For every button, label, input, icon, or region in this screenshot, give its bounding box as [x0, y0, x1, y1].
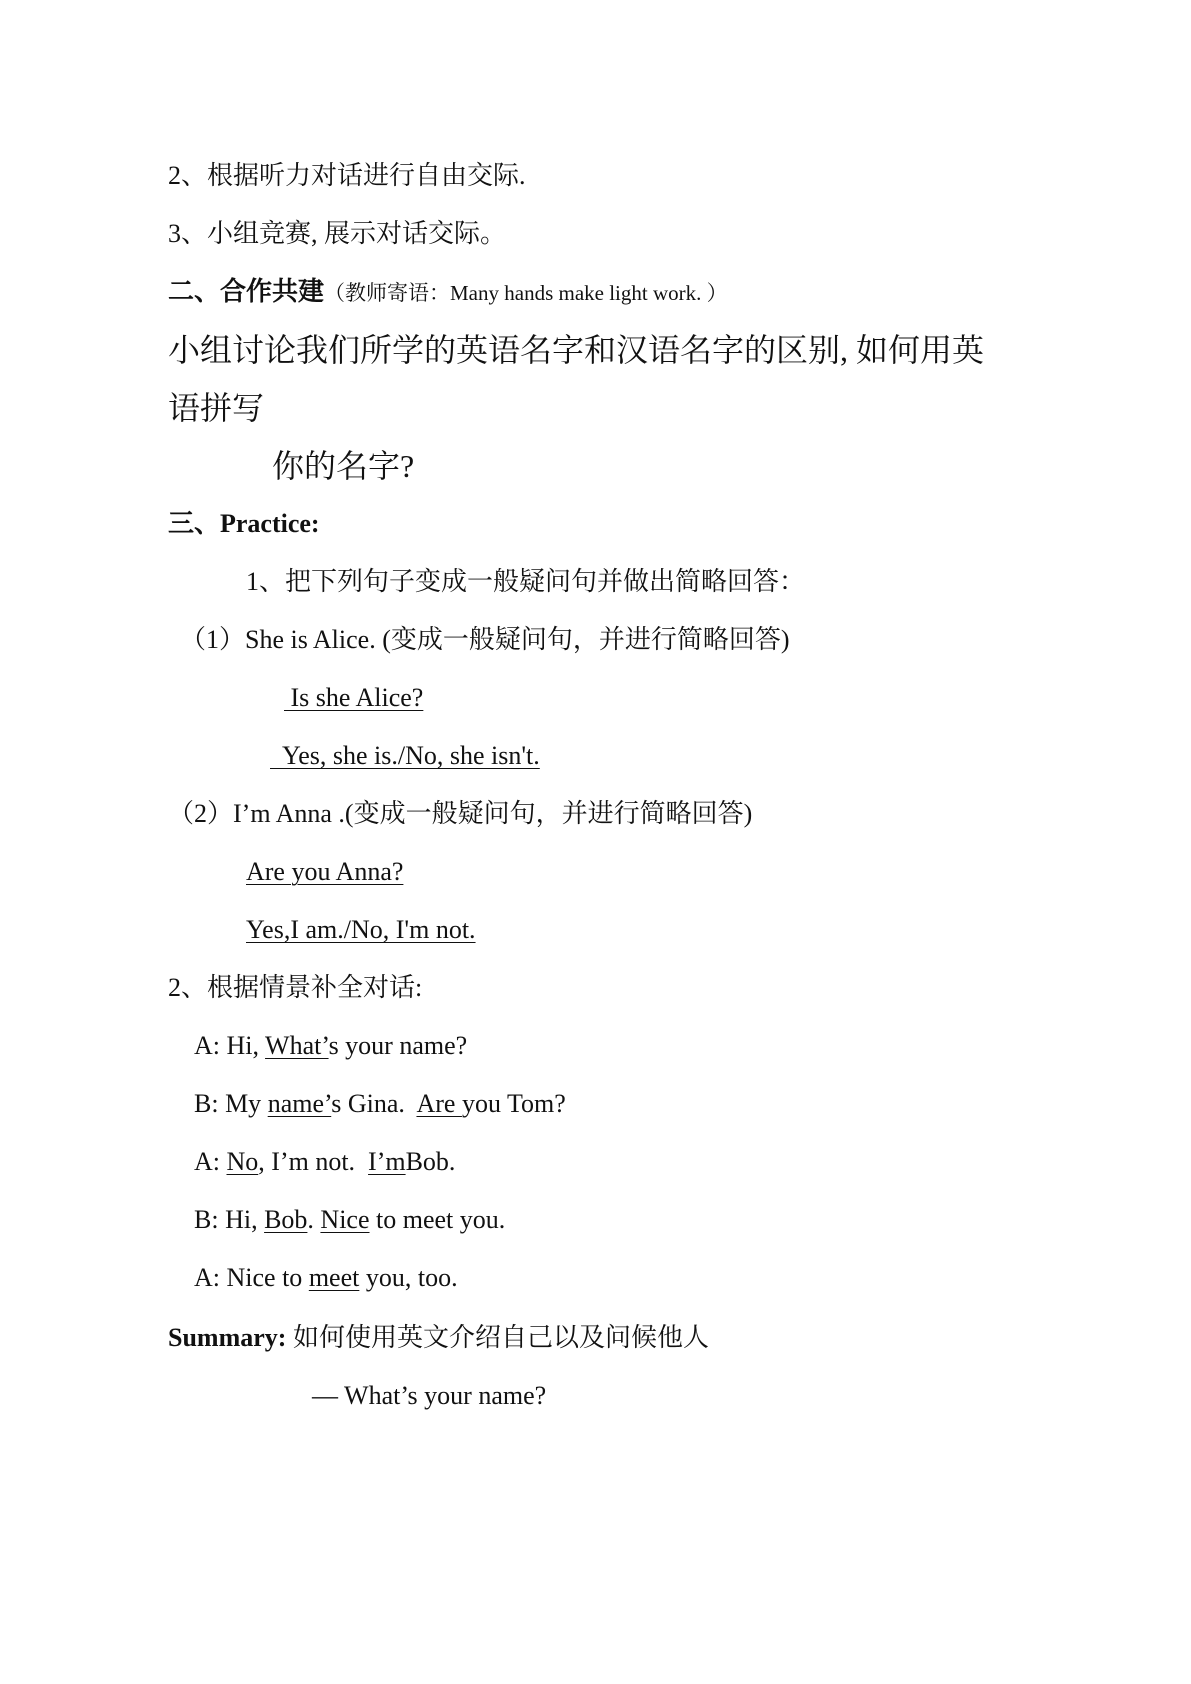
- exercise-1-q2-prompt: （2）I’m Anna .(变成一般疑问句，并进行简略回答): [168, 799, 753, 828]
- answer-text: Yes, she is./No, she isn't.: [270, 741, 540, 770]
- summary-text: 如何使用英文介绍自己以及问候他人: [286, 1323, 709, 1352]
- blank-answer: No: [226, 1147, 259, 1176]
- dialogue-text: s Gina.: [331, 1089, 417, 1118]
- section-2-heading: [168, 274, 728, 311]
- discussion-line-1: 小组讨论我们所学的英语名字和汉语名字的区别, 如何用英: [168, 332, 985, 368]
- dialogue-text: B: My: [194, 1089, 268, 1118]
- dialogue-text: , I’m not.: [258, 1147, 369, 1176]
- exercise-1-q1-answer-1: [284, 680, 423, 716]
- section-2-title: 二、合作共建: [168, 277, 325, 306]
- exercise-1-title: 1、把下列句子变成一般疑问句并做出简略回答：: [246, 567, 806, 596]
- answer-text: Is she Alice?: [284, 683, 424, 712]
- blank-answer: Nice: [320, 1205, 370, 1234]
- answer-text: Are you Anna?: [246, 857, 404, 886]
- dialogue-line-5: [194, 1260, 458, 1296]
- dialogue-text: A: Hi,: [194, 1031, 266, 1060]
- exercise-1-q2-answer-2: [246, 912, 476, 948]
- step-2: 2、根据听力对话进行自由交际.: [168, 161, 526, 190]
- blank-answer: name’: [267, 1089, 332, 1118]
- blank-answer: I’m: [368, 1147, 406, 1176]
- dialogue-text: s your name?: [328, 1031, 468, 1060]
- dialogue-line-1: [194, 1028, 467, 1064]
- blank-answer: meet: [308, 1263, 360, 1292]
- section-2-note: （教师寄语：Many hands make light work. ）: [324, 281, 728, 305]
- section-3-title: 三、Practice:: [168, 509, 320, 538]
- summary-line-2: — What’s your name?: [312, 1381, 547, 1410]
- blank-answer: Bob: [264, 1205, 308, 1234]
- exercise-1-q1-prompt: （1）She is Alice. (变成一般疑问句，并进行简略回答): [180, 625, 790, 654]
- discussion-line-2: 语拼写: [168, 390, 265, 426]
- summary: [168, 1320, 709, 1356]
- blank-answer: Are: [416, 1089, 462, 1118]
- dialogue-line-3: [194, 1144, 455, 1180]
- summary-label: Summary:: [168, 1323, 287, 1352]
- dialogue-text: A:: [194, 1147, 227, 1176]
- dialogue-text: B: Hi,: [194, 1205, 265, 1234]
- dialogue-line-4: [194, 1202, 505, 1238]
- exercise-1-q2-answer-1: [246, 854, 403, 890]
- blank-answer: What’: [265, 1031, 329, 1060]
- discussion-line-3: 你的名字?: [272, 448, 415, 484]
- step-3: 3、小组竞赛, 展示对话交际。: [168, 219, 507, 248]
- exercise-1-q1-answer-2: [270, 738, 540, 774]
- exercise-2-title: 2、根据情景补全对话:: [168, 973, 423, 1002]
- dialogue-text: .: [307, 1205, 321, 1234]
- dialogue-text: A: Nice to: [194, 1263, 309, 1292]
- dialogue-line-2: [194, 1086, 566, 1122]
- dialogue-text: you Tom?: [461, 1089, 566, 1118]
- answer-text: Yes,I am./No, I'm not.: [246, 915, 476, 944]
- dialogue-text: you, too.: [359, 1263, 458, 1292]
- dialogue-text: Bob.: [405, 1147, 456, 1176]
- dialogue-text: to meet you.: [369, 1205, 506, 1234]
